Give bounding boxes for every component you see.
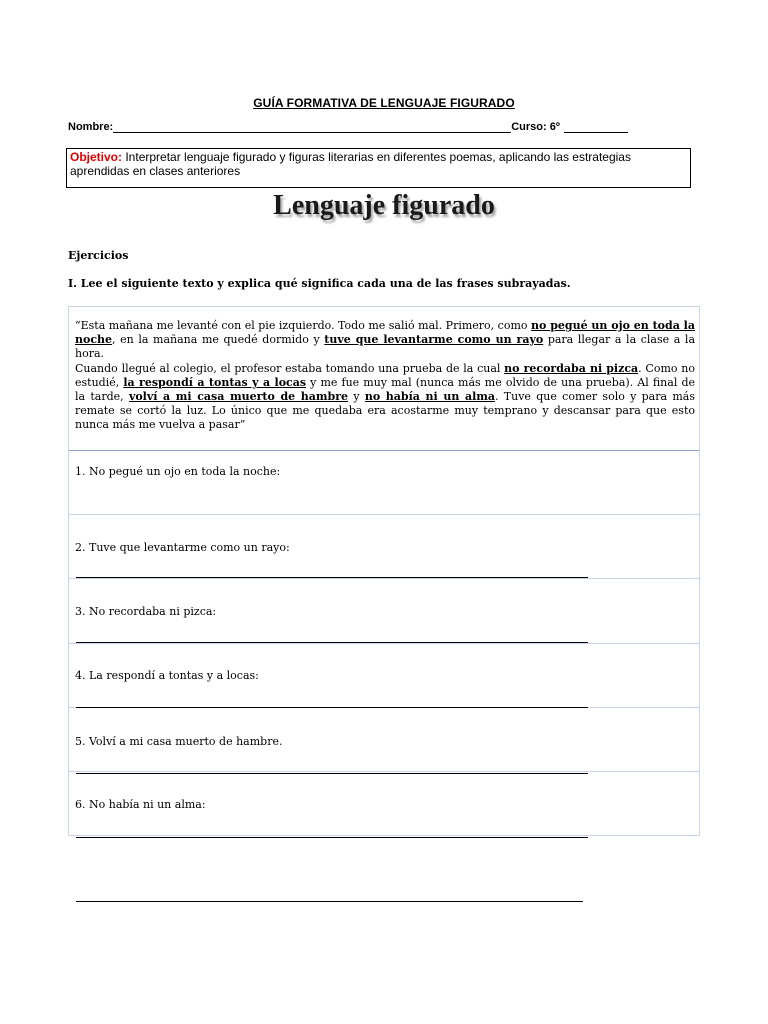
question-1: 1. No pegué un ojo en toda la noche: — [75, 465, 281, 478]
underlined-phrase: no pegué un ojo en toda la noche — [75, 319, 695, 347]
passage-text: , en la mañana me quedé dormido y — [112, 333, 325, 347]
underlined-phrase: no había ni un alma — [364, 390, 496, 404]
name-field[interactable] — [113, 122, 511, 133]
student-info-line — [68, 121, 708, 133]
passage-text: para llegar a la clase a la hora. — [75, 333, 696, 361]
question-2: 2. Tuve que levantarme como un rayo: — [75, 541, 290, 554]
wordart-banner: Lenguaje figurado — [273, 190, 495, 221]
guide-title: GUÍA FORMATIVA DE LENGUAJE FIGURADO — [253, 96, 515, 110]
row-divider — [69, 578, 699, 579]
passage-text: . Tuve que comer solo y para más remate se cortó la luz. Lo único que me quedaba era acostarme muy temprano y descansar para que esto nunca más me vuelva a pasar” — [75, 390, 695, 432]
question-3: 3. No recordaba ni pizca: — [75, 605, 217, 618]
objective-box — [66, 148, 691, 188]
exercise-table — [68, 306, 700, 836]
objective-label: Objetivo: — [70, 150, 123, 164]
question-4: 4. La respondí a tontas y a locas: — [75, 669, 259, 682]
row-divider — [69, 643, 699, 644]
question-6: 6. No había ni un alma: — [75, 798, 206, 811]
course-field[interactable] — [564, 122, 628, 133]
question-5: 5. Volví a mi casa muerto de hambre. — [75, 735, 283, 748]
answer-line-extra[interactable] — [76, 901, 583, 902]
answer-line-5[interactable] — [76, 773, 588, 774]
answer-line-3[interactable] — [76, 642, 588, 643]
underlined-phrase: la respondí a tontas y a locas — [123, 375, 307, 389]
passage-text: Cuando llegué al colegio, el profesor estaba tomando una prueba de la cual — [75, 361, 505, 375]
reading-passage — [75, 319, 695, 433]
objective-text: Interpretar lenguaje figurado y figuras literarias en diferentes poemas, aplicando las estrategias aprendidas en clases anteriores — [70, 150, 631, 178]
course-label: Curso: 6º — [511, 121, 560, 133]
underlined-phrase: no recordaba ni pizca — [504, 361, 639, 375]
passage-text: . Como no estudié, — [75, 361, 695, 389]
instruction: I. Lee el siguiente texto y explica qué significa cada una de las frases subrayadas. — [68, 277, 571, 290]
row-divider — [69, 450, 699, 451]
answer-line-4[interactable] — [76, 707, 588, 708]
answer-line-2[interactable] — [76, 577, 588, 578]
passage-text: y — [348, 390, 365, 404]
underlined-phrase: tuve que levantarme como un rayo — [324, 333, 544, 347]
section-label: Ejercicios — [68, 249, 129, 262]
row-divider — [69, 514, 699, 515]
name-label: Nombre: — [68, 121, 114, 133]
passage-text: y me fue muy mal (nunca más me olvido de una prueba). Al final de la tarde, — [75, 375, 695, 404]
passage-text: “Esta mañana me levanté con el pie izquierdo. Todo me salió mal. Primero, como — [75, 319, 532, 332]
row-divider — [69, 771, 699, 772]
answer-line-6[interactable] — [76, 837, 588, 838]
underlined-phrase: volví a mi casa muerto de hambre — [128, 390, 349, 404]
